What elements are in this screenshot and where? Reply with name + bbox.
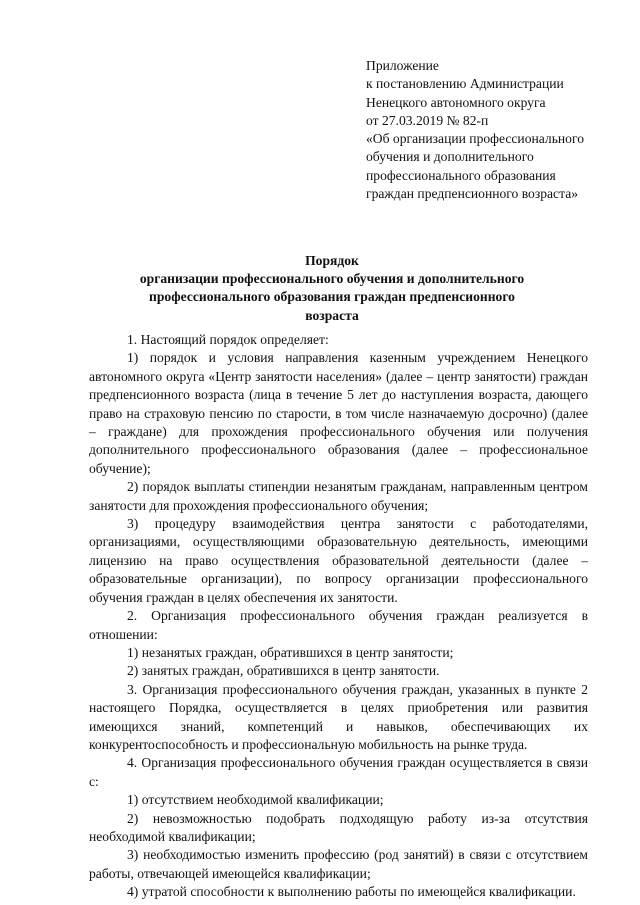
title-line: профессионального образования граждан предпенсионного — [149, 289, 515, 305]
paragraph: 1. Настоящий порядок определяет: — [127, 332, 329, 347]
title-line: организации профессионального обучения и дополнительного — [139, 271, 525, 287]
annex-line: обучения и дополнительного — [366, 149, 534, 165]
paragraph: 1) порядок и условия направления казенным учреждением Ненецкого автономного округа «Центр занятости населения» (далее – центр занятости) граждан предпенсионного возраста (лица в течение 5 лет до наступления возраста, дающего право на страховую пенсию по старости, в том числе назначаемую досрочно) (далее – граждане) для прохождения профессионального обучения или получения дополнительного профессионального образования (далее – профессиональное обучение); — [89, 350, 588, 476]
document-title — [110, 252, 554, 325]
annex-line: от 27.03.2019 № 82-п — [366, 112, 489, 128]
paragraph: 1) незанятых граждан, обратившихся в центр занятости; — [127, 644, 454, 660]
title-line: возраста — [305, 307, 359, 323]
paragraph: 2. Организация профессионального обучения граждан реализуется в отношении: — [89, 608, 588, 642]
annex-line: профессионального образования — [366, 167, 556, 183]
annex-line: Приложение — [366, 58, 439, 73]
title-line: Порядок — [305, 253, 359, 268]
paragraph: 2) занятых граждан, обратившихся в центр занятости. — [127, 663, 440, 679]
paragraph: 4. Организация профессионального обучения граждан осуществляется в связи с: — [89, 755, 588, 789]
paragraph: 3) необходимостью изменить профессию (род занятий) в связи с отсутствием работы, отвечающей имеющейся квалификации; — [89, 847, 588, 881]
paragraph: 4) утратой способности к выполнению работы по имеющейся квалификации. — [127, 884, 576, 900]
document-body — [89, 331, 588, 902]
annex-line: граждан предпенсионного возраста» — [366, 186, 579, 202]
annex-line: к постановлению Администрации — [366, 76, 564, 92]
paragraph: 2) порядок выплаты стипендии незанятым гражданам, направленным центром занятости для прохождения профессионального обучения; — [89, 479, 588, 513]
paragraph: 1) отсутствием необходимой квалификации; — [127, 792, 384, 808]
paragraph: 2) невозможностью подобрать подходящую работу из-за отсутствия необходимой квалификации; — [89, 810, 588, 844]
paragraph: 3. Организация профессионального обучения граждан, указанных в пункте 2 настоящего Порядка, осуществляется в целях приобретения или развития имеющихся знаний, компетенций и навыков, обеспечивающих их конкурентоспособность и профессиональную мобильность на рынке труда. — [89, 681, 588, 752]
annex-line: Ненецкого автономного округа — [366, 94, 546, 110]
annex-line: «Об организации профессионального — [366, 131, 585, 147]
paragraph: 3) процедуру взаимодействия центра занятости с работодателями, организациями, осуществляющими образовательную деятельность, имеющими лицензию на право осуществления образовательной деятельности (далее – образовательные организации), по вопросу организации профессионального обучения граждан в целях обеспечения их занятости. — [89, 516, 588, 605]
annex-header — [366, 57, 616, 203]
